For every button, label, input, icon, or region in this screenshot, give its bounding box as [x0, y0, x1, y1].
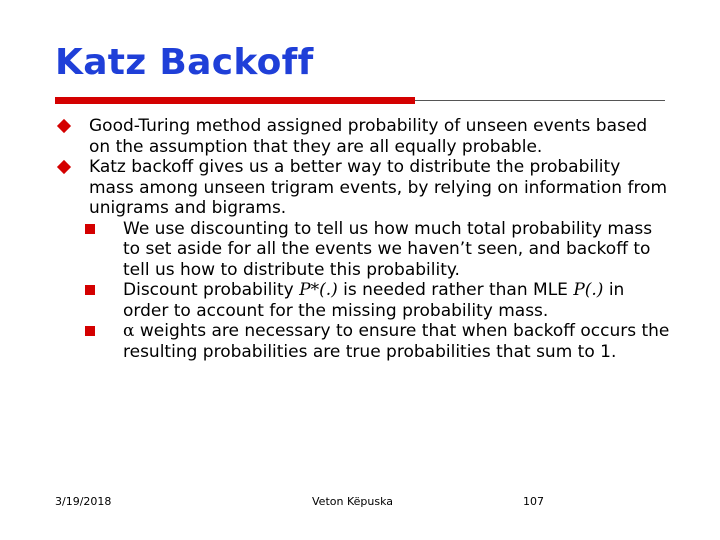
footer-author: Veton Këpuska: [312, 495, 393, 508]
sub-bullet-discounting: [55, 219, 670, 281]
slide-body: [55, 116, 670, 362]
title-underline-bar: [55, 97, 415, 104]
math-discount-probability: P*(.): [299, 280, 338, 300]
slide-title: Katz Backoff: [55, 42, 314, 83]
square-bullet-icon: [85, 219, 119, 239]
footer-date: 3/19/2018: [55, 495, 112, 508]
sub-bullet-text-pre: Discount probability: [123, 280, 300, 300]
bullet-katz-backoff: [55, 157, 670, 219]
sub-bullet-text: weights are necessary to ensure that when backoff occurs the resulting probabilities are true probabilities that sum to 1.: [123, 321, 670, 362]
diamond-bullet-icon: [55, 157, 89, 177]
square-bullet-icon: [85, 321, 119, 341]
sub-bullet-discount-probability: [55, 280, 670, 321]
bullet-text: Katz backoff gives us a better way to distribute the probability mass among unseen trigram events, by relying on information from unigrams and bigrams.: [89, 157, 668, 218]
title-underline-line: [415, 100, 665, 101]
sub-bullet-text: We use discounting to tell us how much total probability mass to set aside for all the events we haven’t seen, and backoff to tell us how to distribute this probability.: [123, 218, 653, 280]
sub-bullet-text-post: in order to account for the missing probability mass.: [123, 280, 625, 321]
square-bullet-icon: [85, 280, 119, 300]
footer-page-number: 107: [523, 495, 544, 508]
diamond-bullet-icon: [55, 116, 89, 136]
sub-bullet-alpha-weights: [55, 321, 670, 362]
bullet-good-turing: [55, 116, 670, 157]
alpha-symbol: α: [123, 321, 135, 341]
math-mle-probability: P(.): [573, 280, 604, 300]
sub-bullet-text-mid: is needed rather than MLE: [337, 280, 574, 300]
bullet-text: Good-Turing method assigned probability of unseen events based on the assumption that they are all equally probable.: [89, 116, 648, 157]
